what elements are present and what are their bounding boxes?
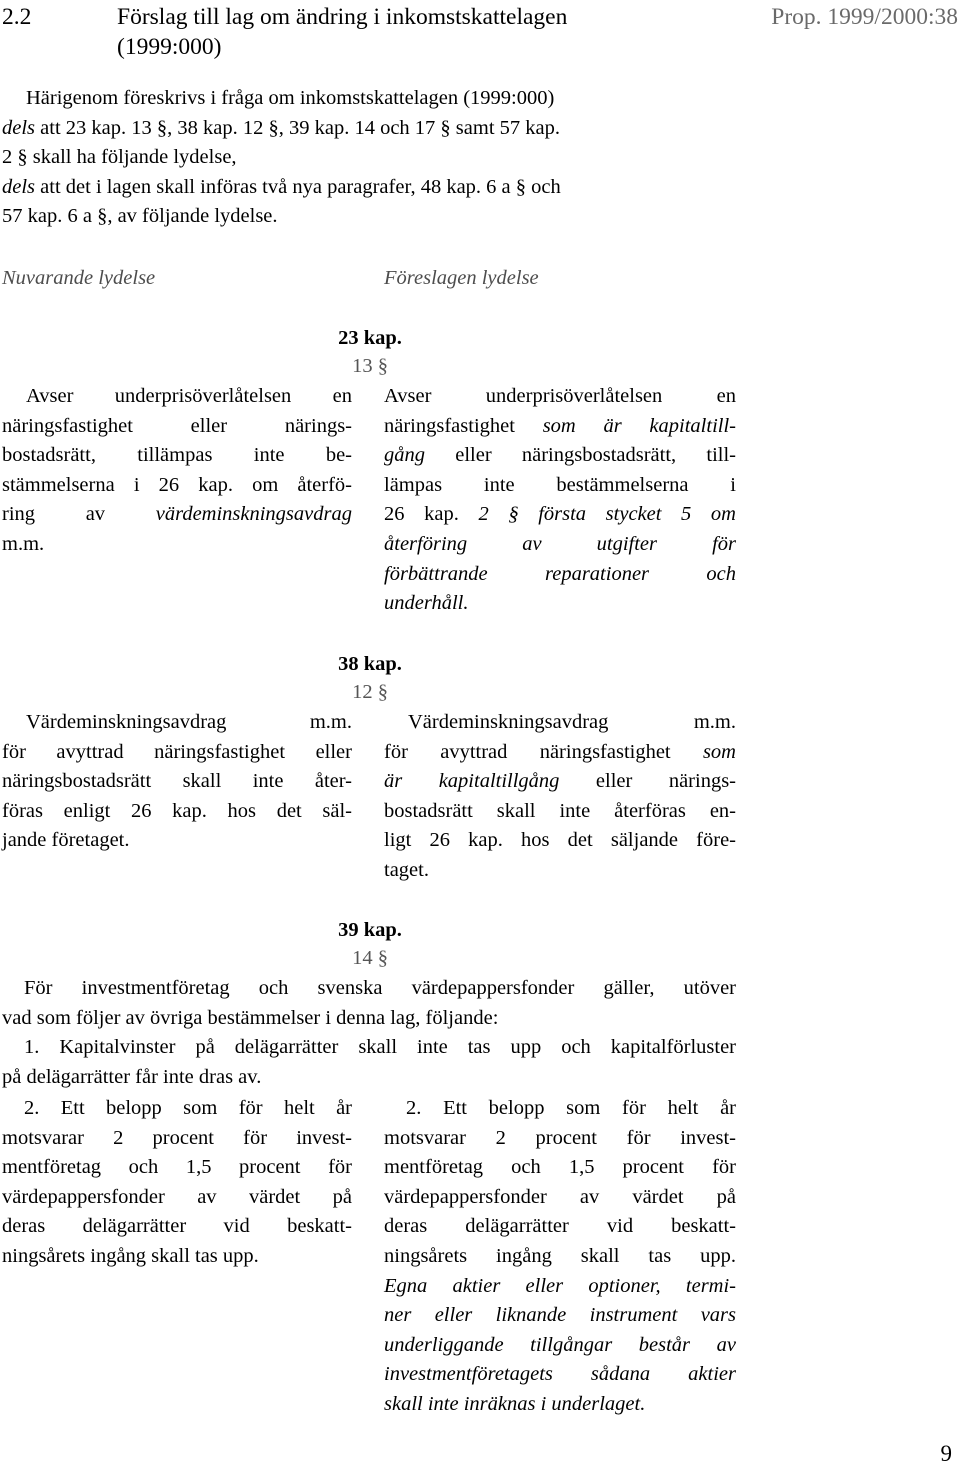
text-line: bostadsrätt, tillämpas inte be- — [2, 444, 352, 467]
intro-line: 2 § skall ha följande lydelse, — [2, 146, 237, 169]
intro-line: Härigenom föreskrivs i fråga om inkomstskattelagen (1999:000) — [26, 87, 555, 109]
text-line: ningsårets ingång skall tas upp. — [384, 1244, 736, 1267]
intro-text: att det i lagen skall införas två nya paragrafer, 48 kap. 6 a § och — [35, 175, 561, 198]
text-line: värdepappersfonder av värdet på — [384, 1185, 736, 1208]
text-span: eller näringsbostadsrätt, till- — [425, 444, 736, 467]
text-line — [384, 1272, 736, 1302]
text-line: Värdeminskningsavdrag m.m. — [408, 711, 736, 733]
proposed-wording-header: Föreslagen lydelse — [384, 267, 539, 289]
italic-text: förbättrande reparationer och — [384, 562, 736, 585]
ch23-proposed-text — [384, 382, 736, 619]
text-line: bostadsrätt skall inte återföras en- — [384, 799, 736, 822]
text-line — [384, 412, 736, 442]
text-line: För investmentföretag och svenska värdepappersfonder gäller, utöver — [24, 977, 736, 999]
chapter-39-heading: 39 kap. — [338, 919, 402, 941]
text-line: på delägarrätter får inte dras av. — [2, 1065, 262, 1088]
text-span: 26 kap. — [384, 503, 479, 526]
italic-text: gång — [384, 444, 425, 467]
italic-text: skall inte inräknas i underlaget. — [384, 1392, 646, 1415]
text-line: föras enligt 26 kap. hos det säl- — [2, 799, 352, 822]
page-number: 9 — [940, 1441, 952, 1466]
italic-text: som — [702, 740, 736, 763]
chapter-38-heading: 38 kap. — [338, 653, 402, 675]
ch38-proposed-text — [384, 708, 736, 886]
text-line: taget. — [384, 858, 429, 881]
text-span: eller närings- — [559, 770, 736, 793]
text-line — [384, 1331, 736, 1361]
text-line: näringsfastighet eller närings- — [2, 414, 352, 437]
text-line — [384, 530, 736, 560]
text-line: Avser underprisöverlåtelsen en — [26, 385, 352, 407]
text-line: för avyttrad näringsfastighet eller — [2, 740, 352, 763]
text-line — [384, 767, 736, 797]
text-line — [384, 500, 736, 530]
dels-label: dels — [2, 175, 36, 198]
section-title-line-1: Förslag till lag om ändring i inkomstskattelagen — [117, 4, 568, 30]
text-span: ring av — [2, 503, 156, 526]
intro-line — [2, 114, 742, 144]
intro-text: att 23 kap. 13 §, 38 kap. 12 §, 39 kap. 14 och 17 § samt 57 kap. — [35, 116, 560, 139]
intro-paragraph — [2, 84, 742, 232]
current-wording-header: Nuvarande lydelse — [2, 267, 156, 289]
italic-text: 2 § första stycket 5 om — [478, 503, 736, 526]
text-line: motsvarar 2 procent för invest- — [2, 1126, 352, 1149]
text-line: deras delägarrätter vid beskatt- — [384, 1215, 736, 1238]
paragraph-13-heading: 13 § — [352, 355, 388, 377]
text-line: näringsbostadsrätt skall inte åter- — [2, 770, 352, 793]
text-span: näringsfastighet — [384, 414, 543, 437]
text-line: Värdeminskningsavdrag m.m. — [26, 711, 352, 733]
section-title — [117, 2, 677, 62]
ch23-current-text — [2, 382, 352, 560]
text-line — [384, 1360, 736, 1390]
paragraph-12-heading: 12 § — [352, 681, 388, 703]
text-line: mentföretag och 1,5 procent för — [2, 1156, 352, 1179]
section-title-line-2: (1999:000) — [117, 34, 222, 60]
intro-line — [2, 173, 742, 203]
text-line — [384, 560, 736, 590]
italic-text: Egna aktier eller optioner, termi- — [384, 1274, 736, 1297]
text-line: deras delägarrätter vid beskatt- — [2, 1215, 352, 1238]
dels-label: dels — [2, 116, 36, 139]
italic-text: återföring av utgifter för — [384, 532, 736, 555]
text-line: motsvarar 2 procent för invest- — [384, 1126, 736, 1149]
text-line: 1. Kapitalvinster på delägarrätter skall inte tas upp och kapitalförluster — [24, 1036, 736, 1059]
italic-text: investmentföretagets sådana aktier — [384, 1363, 736, 1386]
text-span: för avyttrad näringsfastighet — [384, 740, 703, 763]
text-line: vad som följer av övriga bestämmelser i denna lag, följande: — [2, 1006, 499, 1029]
text-line — [384, 589, 736, 619]
prop-reference: Prop. 1999/2000:38 — [771, 4, 958, 30]
text-line — [384, 441, 736, 471]
ch39-proposed-text — [384, 1094, 736, 1420]
text-line: m.m. — [2, 532, 45, 555]
italic-text: är kapitaltillgång — [384, 770, 560, 793]
ch39-common-text — [2, 974, 736, 1092]
intro-line: 57 kap. 6 a §, av följande lydelse. — [2, 205, 278, 228]
ch39-current-text — [2, 1094, 352, 1272]
text-line: ningsårets ingång skall tas upp. — [2, 1244, 259, 1267]
italic-text: värdeminskningsavdrag — [155, 503, 352, 526]
italic-text: som är kapitaltill- — [542, 414, 736, 437]
text-line — [2, 500, 352, 530]
text-line: värdepappersfonder av värdet på — [2, 1185, 352, 1208]
text-line — [384, 1390, 736, 1420]
italic-text: underhåll. — [384, 592, 469, 615]
ch38-current-text — [2, 708, 352, 856]
text-line: lämpas inte bestämmelserna i — [384, 473, 736, 496]
text-line — [384, 738, 736, 768]
text-line: jande företaget. — [2, 829, 130, 852]
text-line: ligt 26 kap. hos det säljande före- — [384, 829, 736, 852]
text-line — [384, 1301, 736, 1331]
text-line: 2. Ett belopp som för helt år — [24, 1097, 352, 1119]
chapter-23-heading: 23 kap. — [338, 327, 402, 349]
text-line: Avser underprisöverlåtelsen en — [384, 385, 736, 407]
text-line: stämmelserna i 26 kap. om återfö- — [2, 473, 352, 496]
italic-text: ner eller liknande instrument vars — [384, 1304, 736, 1327]
text-line: mentföretag och 1,5 procent för — [384, 1156, 736, 1179]
text-line: 2. Ett belopp som för helt år — [406, 1097, 736, 1119]
paragraph-14-heading: 14 § — [352, 947, 388, 969]
italic-text: underliggande tillgångar består av — [384, 1333, 736, 1356]
section-number: 2.2 — [2, 4, 32, 30]
